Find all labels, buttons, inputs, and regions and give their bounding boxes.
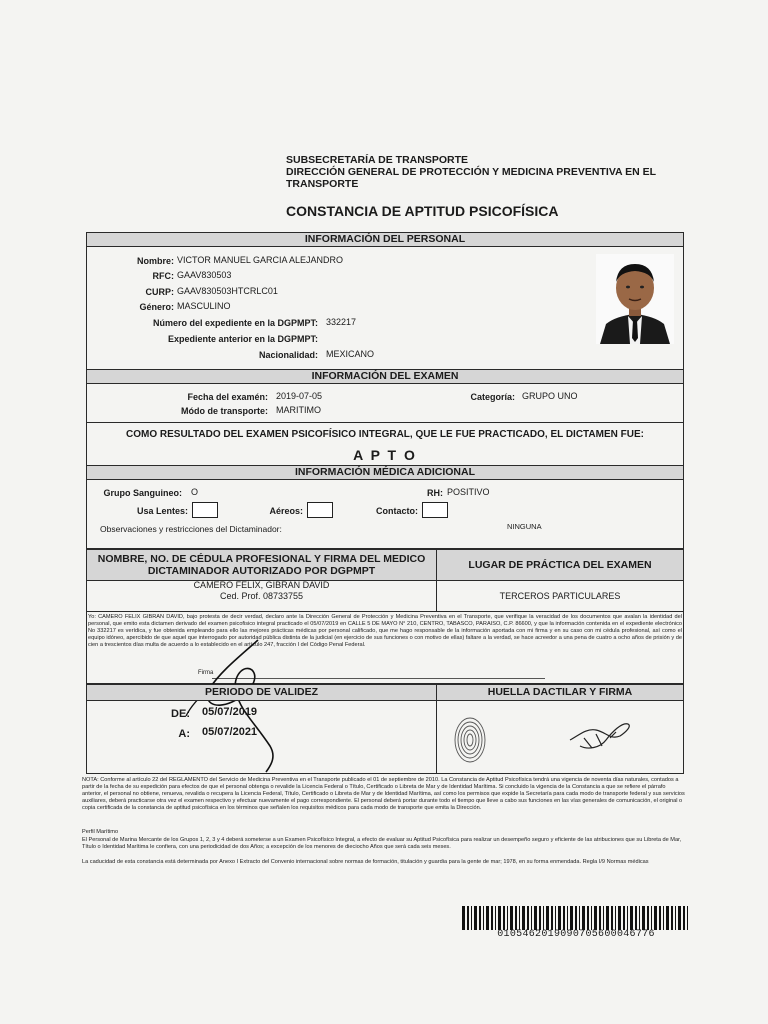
- validez-box: [86, 700, 437, 774]
- validez-a-label: A:: [178, 728, 190, 740]
- barcode-bar: [474, 906, 477, 930]
- barcode-bar: [599, 906, 601, 930]
- barcode-bar: [467, 906, 469, 930]
- barcode-bar: [582, 906, 585, 930]
- barcode-bar: [483, 906, 484, 930]
- barcode-bar: [539, 906, 541, 930]
- categoria-label: Categoría:: [470, 392, 515, 402]
- fingerprint-icon: [450, 714, 490, 766]
- barcode-bar: [527, 906, 529, 930]
- holder-signature: [566, 718, 636, 758]
- barcode-bar: [611, 906, 613, 930]
- contacto-label: Contacto:: [376, 506, 418, 516]
- expediente-value: 332217: [326, 317, 357, 327]
- barcode-bar: [570, 906, 573, 930]
- nombre-label: Nombre:: [136, 256, 174, 266]
- barcode-bar: [651, 906, 652, 930]
- barcode-bar: [659, 906, 661, 930]
- medico-cedula: Ced. Prof. 08733755: [219, 591, 304, 601]
- barcode-bar: [510, 906, 513, 930]
- barcode-bar: [558, 906, 561, 930]
- rfc-label: RFC:: [152, 271, 174, 281]
- medico-nombre: CAMERO FELIX, GIBRAN DAVID: [193, 580, 330, 590]
- observaciones-label: Observaciones y restricciones del Dictaminador:: [100, 524, 282, 534]
- nacionalidad-label: Nacionalidad:: [258, 350, 318, 360]
- perfil-text: El Personal de Marina Mercante de los Grupos 1, 2, 3 y 4 deberá someterse a un Examen Psicofísico Integral, a efecto de evaluar su Aptitud Psicofísica para realizar un desempeño seguro y eficiente de las atribuciones que su Libreta de Mar, Título o Identidad Marítima le confiera, con una periodicidad de dos Años; a excepción de los menores de dieciocho Años que será cada seis meses.: [82, 837, 682, 850]
- lugar-value: TERCEROS PARTICULARES: [499, 591, 621, 601]
- barcode-bar: [579, 906, 580, 930]
- personal-box: [86, 246, 684, 370]
- curp-label: CURP:: [145, 287, 174, 297]
- expediente-anterior-label: Expediente anterior en la DGPMPT:: [167, 334, 318, 344]
- section-examen-title: INFORMACIÓN DEL EXAMEN: [86, 369, 684, 384]
- expediente-label: Número del expediente en la DGPMPT:: [152, 318, 318, 328]
- header-subsecretaria: SUBSECRETARÍA DE TRANSPORTE: [286, 154, 469, 166]
- examen-box: [86, 383, 684, 423]
- barcode-bar: [678, 906, 681, 930]
- barcode-bar: [471, 906, 472, 930]
- validez-a-value: 05/07/2021: [202, 726, 258, 738]
- barcode-bar: [507, 906, 508, 930]
- barcode-bar: [503, 906, 505, 930]
- barcode-bar: [555, 906, 556, 930]
- genero-label: Género:: [139, 302, 174, 312]
- grupo-label: Grupo Sanguineo:: [103, 488, 182, 498]
- nota-text: NOTA: Conforme al artículo 22 del REGLAMENTO del Servicio de Medicina Preventiva en el Transporte publicado el 01 de septiembre de 2010. La Constancia de Aptitud Psicofísica tendrá una vigencia de noventa días naturales, contados a partir de la fecha de su expedición para efectos de que el personal obtenga o revalide la Licencia Federal o Título, Certificado o Libreta de Mar y de Identidad Marítima. Si concluido la vigencia de la Constancia a que se refiere el párrafo anterior, el personal no obtiene, renueva, revalida o recupera la Licencia Federal, Título, Certificado o Libreta de Mar y de Identidad Marítima, así como los permisos que expide la Secretaría para cada modo de transporte federal y sus servicios auxiliares, deberá practicarse otra vez el examen respectivo y efectuar nuevamente el pago correspondiente. El personal deberá portar durante todo el tiempo que lleve a cabo sus funciones en las vías generales de comunicación, el original o copia certificada de la constancia de aptitud psicofísica en los términos que señalen los requisitos médicos para cada modo de transporte que emita la Dirección.: [82, 777, 685, 811]
- rfc-value: GAAV830503: [177, 270, 232, 280]
- aereos-label: Aéreos:: [269, 506, 303, 516]
- barcode-bar: [683, 906, 685, 930]
- barcode-bar: [534, 906, 537, 930]
- caducidad-text: La caducidad de esta constancia está determinada por Anexo I Extracto del Convenio internacional sobre normas de formación, titulación y guardia para la gente de mar; 1978, en su forma enmendada. Regla I/9 Normas médicas: [82, 859, 649, 865]
- resultado-text: COMO RESULTADO DEL EXAMEN PSICOFÍSICO INTEGRAL, QUE LE FUE PRACTICADO, EL DICTAMEN FUE:: [126, 429, 644, 440]
- aereos-checkbox[interactable]: [307, 502, 333, 518]
- header-direccion: DIRECCIÓN GENERAL DE PROTECCIÓN Y MEDICINA PREVENTIVA EN EL: [286, 166, 657, 178]
- barcode-bar: [603, 906, 604, 930]
- barcode-bar: [647, 906, 649, 930]
- barcode-bar: [606, 906, 609, 930]
- barcode-bar: [623, 906, 625, 930]
- barcode-bar: [486, 906, 489, 930]
- document-title: CONSTANCIA DE APTITUD PSICOFÍSICA: [286, 203, 559, 219]
- barcode-bar: [666, 906, 669, 930]
- barcode-bar: [654, 906, 657, 930]
- section-personal-title: INFORMACIÓN DEL PERSONAL: [86, 232, 684, 247]
- validez-title: PERIODO DE VALIDEZ: [86, 684, 437, 701]
- declaracion-text: Yo: CAMERO FELIX GIBRAN DAVID, bajo protesta de decir verdad, declaro ante la Dirección General de Protección y Medicina Preventiva en el Transporte, que verifique la veracidad de los documentos que avalan la identidad del personal, que emito esta dictamen derivado del examen psicofisico integral practicado el 05/07/2019 en CALLE 5 DE MAYO N° 210, CENTRO, TABASCO, PARAISO, C.P. 86600, y que la información contenida en el expediente electrónico No 332217 es verídica, y fue obtenida empleando para ello las mejores prácticas médicas por personal calificado, que me hago responsable de la información aportada con mi firma y en su caso con mi cédula profesional, así como el equipo idóneo, apercibido de que aquel que interrogado por autoridad pública distinta de la judicial (en ejercicio de sus funciones o con motivo de ellas) faltare a la verdad, se hace acreedor a una pena de cuatro a ocho años de prisión y de cien a trescientos días multa de acuerdo a lo establecido en el artículo 247, fracción I del Código Penal Federal.: [88, 614, 682, 648]
- barcode-bar: [543, 906, 544, 930]
- dictamen-value: A P T O: [353, 447, 417, 463]
- barcode-bar: [587, 906, 589, 930]
- barcode-bar: [519, 906, 520, 930]
- lentes-checkbox[interactable]: [192, 502, 218, 518]
- barcode-bar: [594, 906, 597, 930]
- fecha-value: 2019-07-05: [276, 391, 323, 401]
- rh-value: POSITIVO: [447, 487, 490, 497]
- barcode-bar: [498, 906, 501, 930]
- barcode-bar: [479, 906, 481, 930]
- barcode-bar: [687, 906, 688, 930]
- nombre-value: VICTOR MANUEL GARCIA ALEJANDRO: [177, 255, 344, 265]
- barcode-bar: [642, 906, 645, 930]
- firma-label: Firma: [198, 670, 214, 676]
- modo-value: MARITIMO: [276, 405, 321, 415]
- barcode-bar: [495, 906, 496, 930]
- curp-value: GAAV830503HTCRLC01: [177, 286, 278, 296]
- barcode-bar: [675, 906, 676, 930]
- lentes-label: Usa Lentes:: [136, 506, 188, 516]
- barcode-bar: [522, 906, 525, 930]
- rh-label: RH:: [427, 488, 443, 498]
- barcode-bar: [639, 906, 640, 930]
- barcode-bar: [635, 906, 637, 930]
- barcode-bar: [615, 906, 616, 930]
- barcode-bar: [563, 906, 565, 930]
- modo-label: Módo de transporte:: [181, 406, 268, 416]
- header-transporte: TRANSPORTE: [286, 178, 359, 190]
- barcode-bar: [546, 906, 549, 930]
- barcode-number: 01054620190907056000467​76: [497, 929, 655, 940]
- barcode-bar: [618, 906, 621, 930]
- medico-title-b: DICTAMINADOR AUTORIZADO POR DGPMPT: [147, 565, 376, 577]
- barcode-bar: [630, 906, 633, 930]
- barcode-bar: [671, 906, 673, 930]
- contacto-checkbox[interactable]: [422, 502, 448, 518]
- lugar-title: LUGAR DE PRÁCTICA DEL EXAMEN: [468, 559, 652, 571]
- barcode-bar: [627, 906, 628, 930]
- categoria-value: GRUPO UNO: [522, 391, 578, 401]
- huella-title: HUELLA DACTILAR Y FIRMA: [436, 684, 684, 701]
- grupo-value: O: [191, 487, 199, 497]
- barcode-bar: [515, 906, 517, 930]
- section-medica-title: INFORMACIÓN MÉDICA ADICIONAL: [86, 465, 684, 480]
- fecha-label: Fecha del examén:: [187, 392, 268, 402]
- barcode: [462, 906, 690, 930]
- barcode-bar: [551, 906, 553, 930]
- barcode-bar: [575, 906, 577, 930]
- photo-avatar: [596, 254, 674, 344]
- barcode-bar: [531, 906, 532, 930]
- perfil-title: Perfil Marítimo: [82, 829, 119, 835]
- validez-de-label: DE:: [171, 708, 190, 720]
- barcode-bar: [663, 906, 664, 930]
- barcode-bar: [591, 906, 592, 930]
- medico-title-a: NOMBRE, NO. DE CÉDULA PROFESIONAL Y FIRMA DEL MEDICO: [97, 553, 426, 565]
- genero-value: MASCULINO: [177, 301, 231, 311]
- validez-de-value: 05/07/2019: [202, 706, 258, 718]
- barcode-bar: [491, 906, 493, 930]
- observaciones-value: NINGUNA: [507, 522, 542, 531]
- barcode-bar: [462, 906, 465, 930]
- barcode-bar: [567, 906, 568, 930]
- nacionalidad-value: MEXICANO: [326, 349, 375, 359]
